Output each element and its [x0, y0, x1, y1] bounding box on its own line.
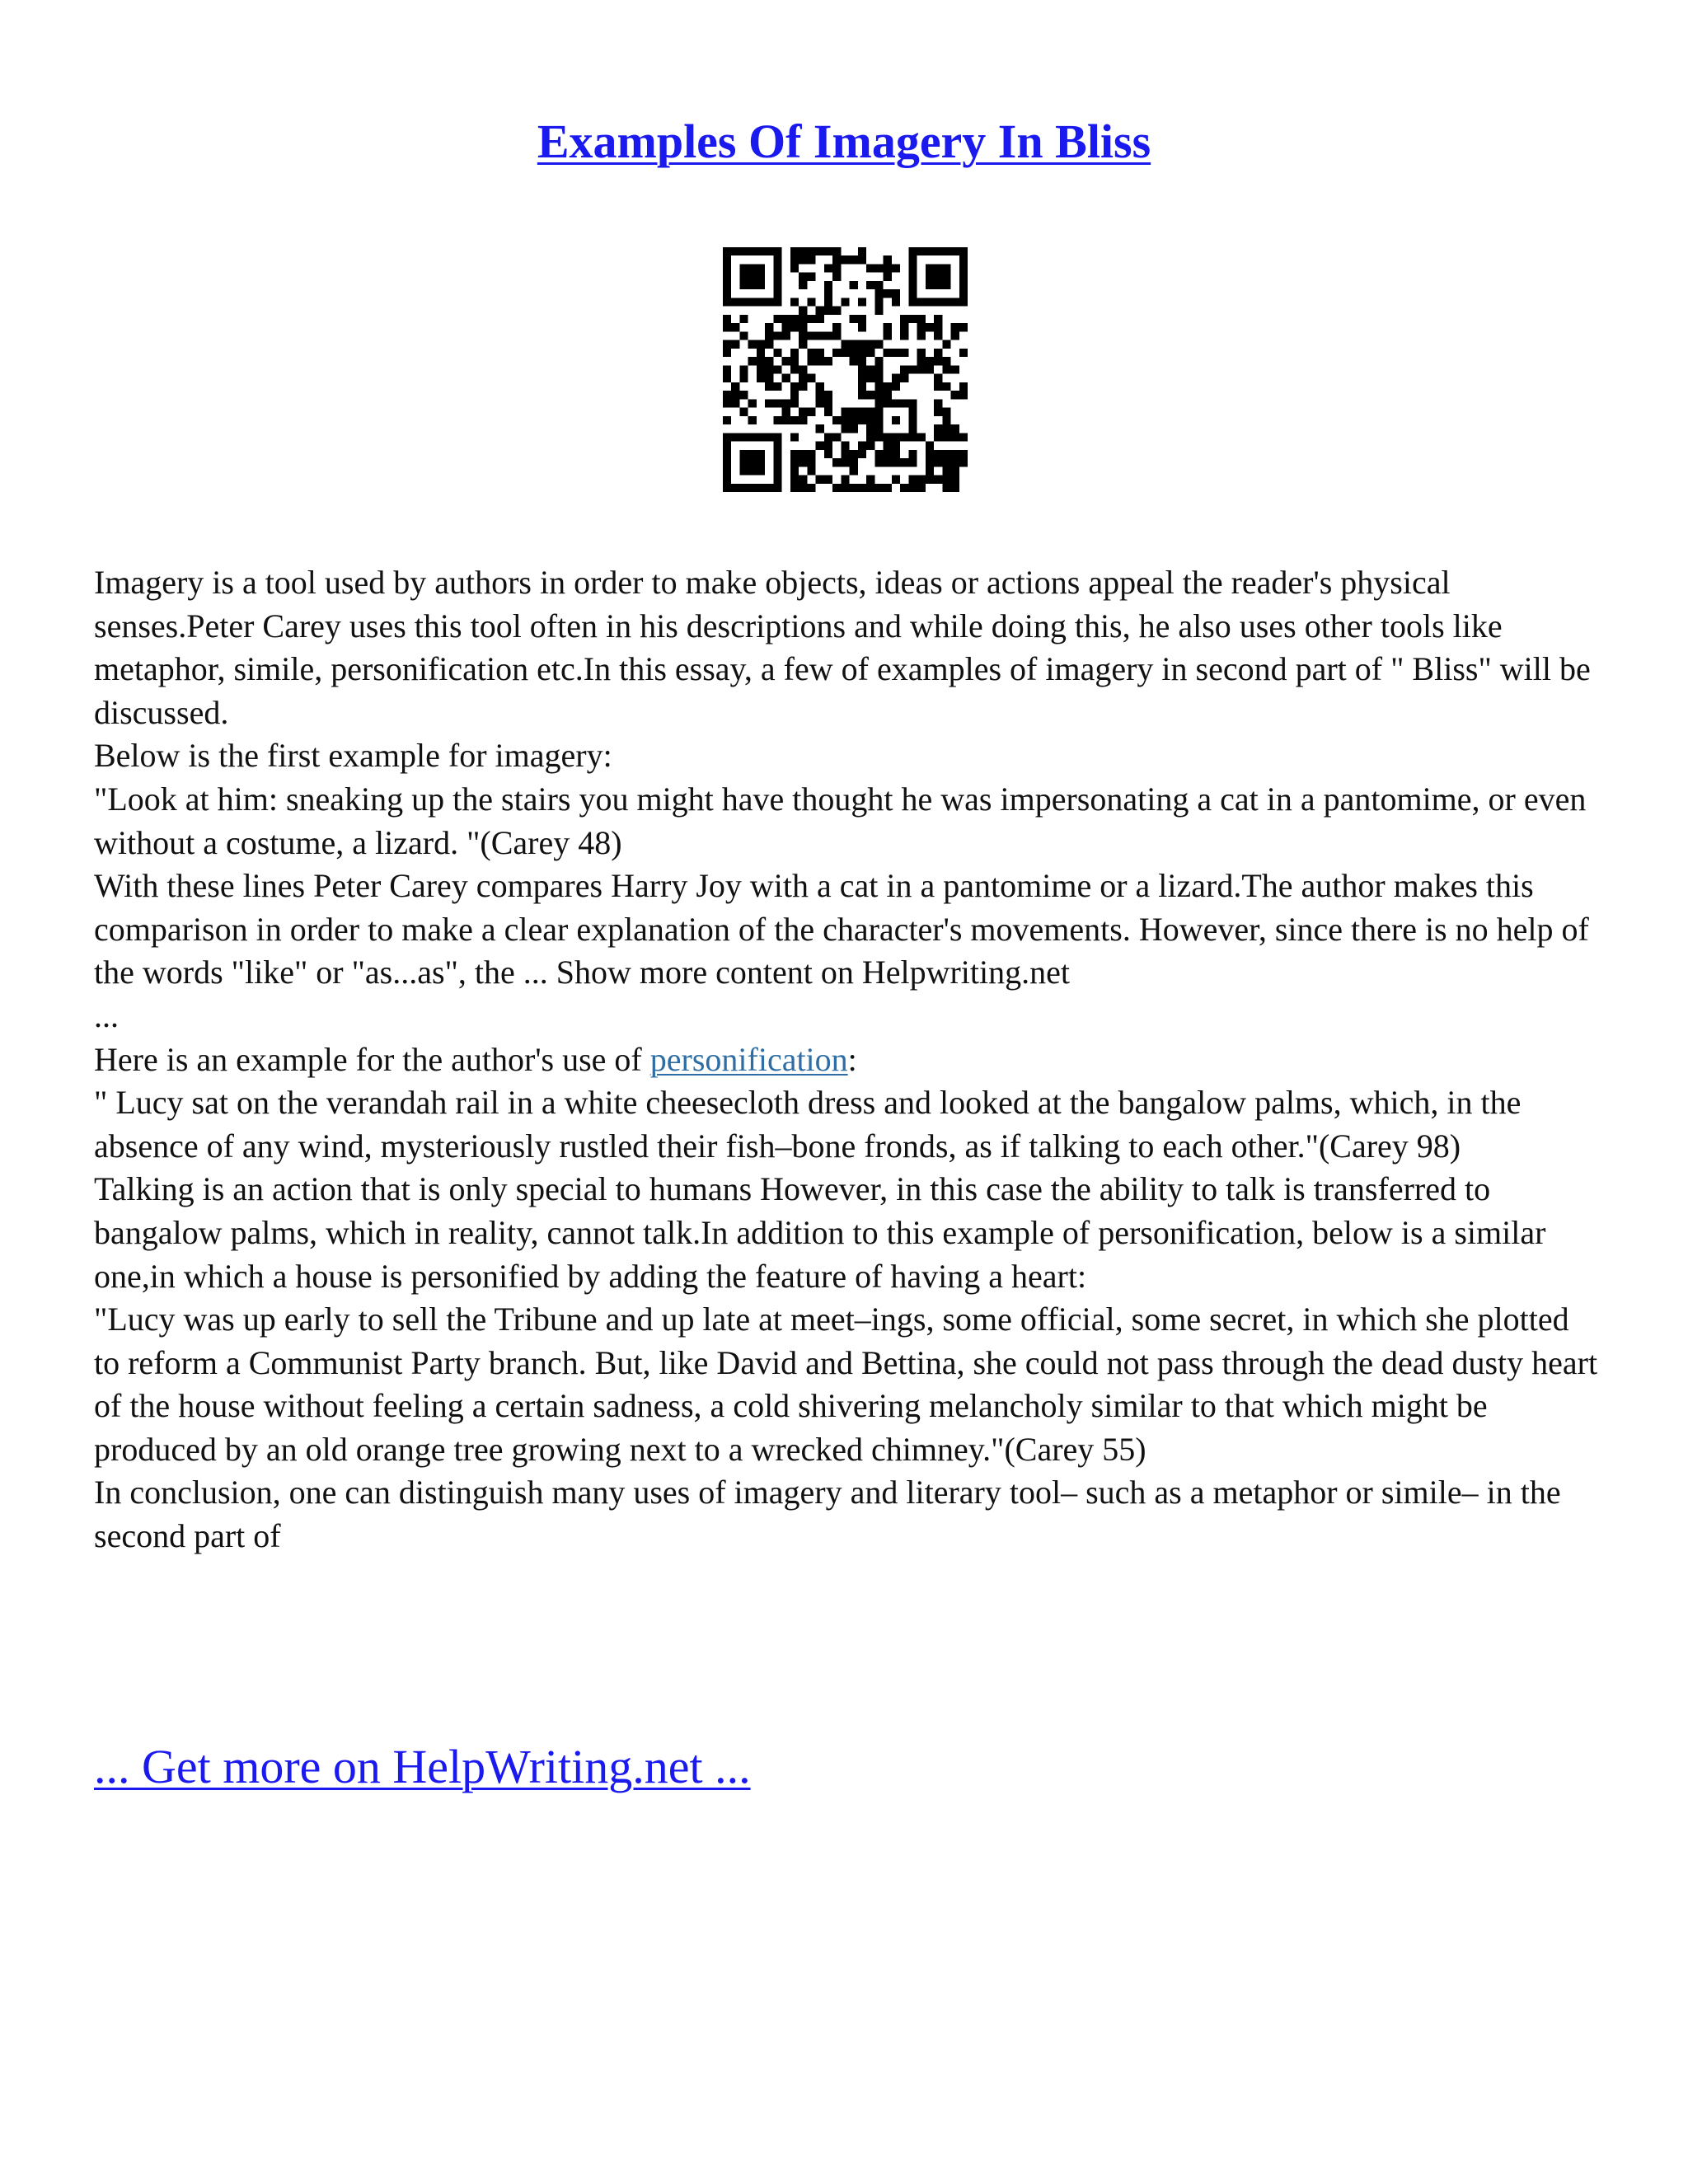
- personification-intro-text: Here is an example for the author's use of: [94, 1040, 650, 1078]
- paragraph-personification-intro: [94, 1038, 1602, 1082]
- quote-lucy-verandah: " Lucy sat on the verandah rail in a white cheesecloth dress and looked at the bangalow palms, which, in the absence of any wind, mysteriously rustled their fish–bone fronds, as if talking to each other."(Carey 98): [94, 1084, 1522, 1165]
- paragraph-comparison: With these lines Peter Carey compares Harry Joy with a cat in a pantomime or a lizard.The author makes this comparison in order to make a clear explanation of the character's movements. However, since there is no help of the words "like" or "as...as", the ... Show more content on Helpwriting.net: [94, 867, 1589, 991]
- page-title-link[interactable]: Examples Of Imagery In Bliss: [537, 115, 1151, 168]
- title-container: [0, 114, 1688, 169]
- get-more-link[interactable]: ... Get more on HelpWriting.net ...: [94, 1740, 751, 1793]
- personification-colon: :: [847, 1040, 857, 1078]
- paragraph-conclusion: In conclusion, one can distinguish many uses of imagery and literary tool– such as a metaphor or simile– in the second part of: [94, 1474, 1561, 1555]
- essay-body: [94, 561, 1602, 1558]
- paragraph-talking-analysis: Talking is an action that is only special to humans However, in this case the ability to talk is transferred to bangalow palms, which in reality, cannot talk.In addition to this example of personification, below is a similar one,in which a house is personified by adding the feature of having a heart:: [94, 1170, 1546, 1295]
- personification-link[interactable]: personification: [649, 1040, 848, 1078]
- paragraph-first-example-heading: Below is the first example for imagery:: [94, 737, 612, 775]
- paragraph-intro: Imagery is a tool used by authors in order to make objects, ideas or actions appeal the reader's physical senses.Peter Carey uses this tool often in his descriptions and while doing this, he also uses other tools like metaphor, simile, personification etc.In this essay, a few of examples of imagery in second part of " Bliss" will be discussed.: [94, 564, 1591, 731]
- qr-code-icon: [723, 247, 968, 492]
- quote-first-example: "Look at him: sneaking up the stairs you might have thought he was impersonating a cat in a pantomime, or even without a costume, a lizard. "(Carey 48): [94, 780, 1587, 861]
- ellipsis: ...: [94, 996, 119, 1034]
- more-link-container: [94, 1739, 751, 1794]
- quote-lucy-tribune: "Lucy was up early to sell the Tribune and up late at meet–ings, some official, some secret, in which she plotted to reform a Communist Party branch. But, like David and Bettina, she could not pass through the dead dusty heart of the house without feeling a certain sadness, a cold shivering melancholy similar to that which might be produced by an old orange tree growing next to a wrecked chimney."(Carey 55): [94, 1301, 1598, 1468]
